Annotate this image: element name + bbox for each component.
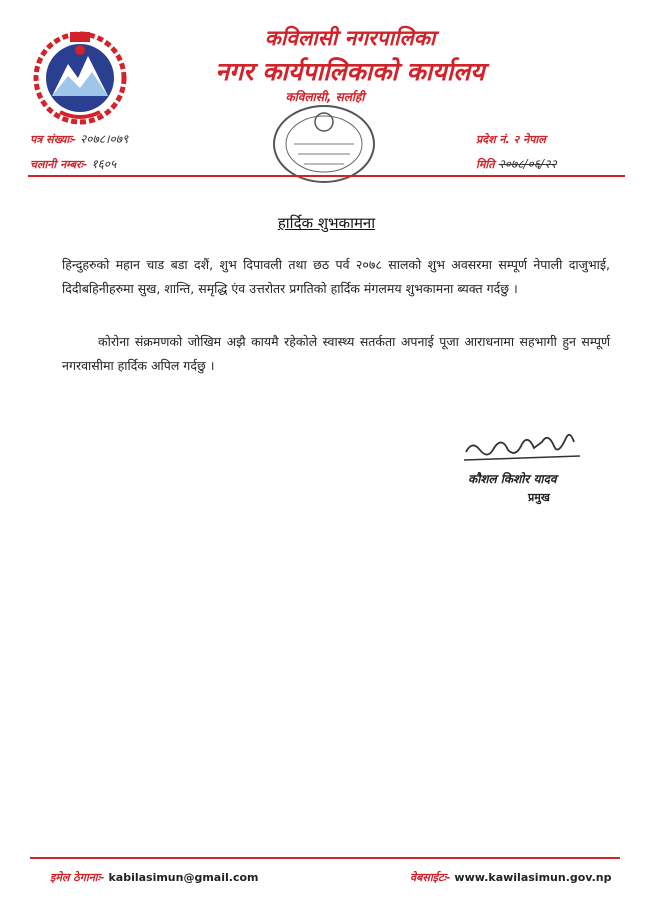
appeal-paragraph: कोरोना संक्रमणको जोखिम अझै कायमै रहेकोले स्वास्थ्य सतर्कता अपनाई पूजा आराधनामा सहभागी हुन सम्पूर्ण नगरवासीमा हार्दिक अपिल गर्दछु । <box>62 334 610 373</box>
municipality-name: कविलासी नगरपालिका <box>264 26 436 50</box>
footer-email <box>50 870 259 885</box>
website-url[interactable]: www.kawilasimun.gov.np <box>454 871 612 884</box>
letter-number-label: पत्र संख्याः- <box>30 133 77 146</box>
email-label: इमेल ठेगानाः- <box>50 871 105 884</box>
dispatch-number <box>30 155 116 172</box>
province-label: प्रदेश नं. २ नेपाल <box>476 133 546 146</box>
date-value: २०७८/०६/२२ <box>498 157 557 171</box>
website-label: वेबसाईटः- <box>410 871 451 884</box>
office-name: नगर कार्यपालिकाको कार्यालय <box>215 57 485 86</box>
dispatch-number-value: १६०५ <box>91 157 117 171</box>
footer-divider <box>30 857 620 859</box>
letter-number <box>30 130 128 147</box>
email-address[interactable]: kabilasimun@gmail.com <box>108 871 259 884</box>
header-divider <box>28 175 625 177</box>
greeting-paragraph: हिन्दुहरुको महान चाड बडा दशैं, शुभ दिपावली तथा छठ पर्व २०७८ सालको शुभ अवसरमा सम्पूर्ण नेपाली दाजुभाई, दिदीबहिनीहरुमा सुख, शान्ति, समृद्धि एंव उत्तरोतर प्रगतिको हार्दिक मंगलमय शुभकामना ब्यक्त गर्दछु । <box>62 257 610 296</box>
signatory-title: प्रमुख <box>528 491 550 504</box>
dispatch-number-label: चलानी नम्बरः- <box>30 158 88 171</box>
letter-number-value: २०७८।०७९ <box>80 132 129 146</box>
date-label: मिति <box>476 158 495 171</box>
signature <box>462 422 582 468</box>
letter-date <box>476 155 557 172</box>
office-location: कविलासी, सर्लाही <box>285 90 365 104</box>
nepal-emblem-icon <box>30 26 130 126</box>
footer-website <box>410 870 611 885</box>
office-stamp <box>268 100 380 186</box>
letter-subject: हार्दिक शुभकामना <box>277 214 376 232</box>
signatory-name: कौशल किशोर यादव <box>468 472 557 486</box>
